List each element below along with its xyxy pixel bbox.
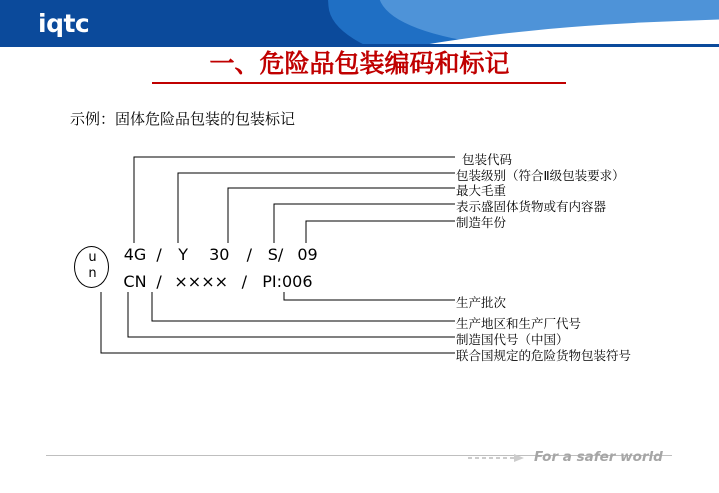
- label-year-of-manufacture: 制造年份: [456, 215, 507, 230]
- label-packing-group: 包装级别（符合Ⅱ级包装要求）: [456, 168, 625, 183]
- code-cell-solid-indicator: S/: [267, 245, 284, 264]
- label-manufacturer-region-plant: 生产地区和生产厂代号: [456, 316, 582, 331]
- label-packaging-code: 包装代码: [462, 152, 513, 167]
- code-cell-country-code: CN: [123, 272, 147, 291]
- code-cell-packaging-code: 4G: [123, 245, 147, 264]
- code-cell-slash-4: /: [241, 272, 247, 291]
- footer-tagline: For a safer world: [534, 449, 663, 465]
- page-title: 一、危险品包装编码和标记: [209, 49, 510, 78]
- label-country-code: 制造国代号（中国）: [456, 332, 569, 347]
- code-cell-slash-3: /: [156, 272, 162, 291]
- code-cell-slash-1: /: [156, 245, 162, 264]
- un-packaging-symbol: [74, 246, 109, 288]
- label-production-batch: 生产批次: [456, 295, 507, 310]
- code-cell-slash-2: /: [246, 245, 253, 264]
- title-underline: [152, 82, 566, 84]
- example-label: 示例：固体危险品包装的包装标记: [70, 110, 296, 128]
- label-solid-goods-indicator: 表示盛固体货物或有内容器: [456, 199, 607, 214]
- code-cell-manufacturer-code: ××××: [174, 272, 228, 291]
- marking-code-line-1: [122, 245, 321, 264]
- label-un-symbol: 联合国规定的危险货物包装符号: [456, 348, 632, 363]
- code-cell-production-batch: PI:006: [262, 272, 313, 291]
- un-symbol-top-letter: u: [88, 250, 97, 265]
- marking-code-line-2: [122, 272, 318, 291]
- iqtc-logo: iqtc: [38, 9, 90, 38]
- un-symbol-bottom-letter: n: [88, 266, 97, 281]
- footer-arrow-icon: [468, 450, 526, 460]
- code-cell-gross-mass: 30: [209, 245, 230, 264]
- code-cell-packing-group: Y: [178, 245, 189, 264]
- label-max-gross-mass: 最大毛重: [456, 183, 507, 198]
- code-cell-year: 09: [297, 245, 318, 264]
- slide-header-bar: [0, 0, 719, 44]
